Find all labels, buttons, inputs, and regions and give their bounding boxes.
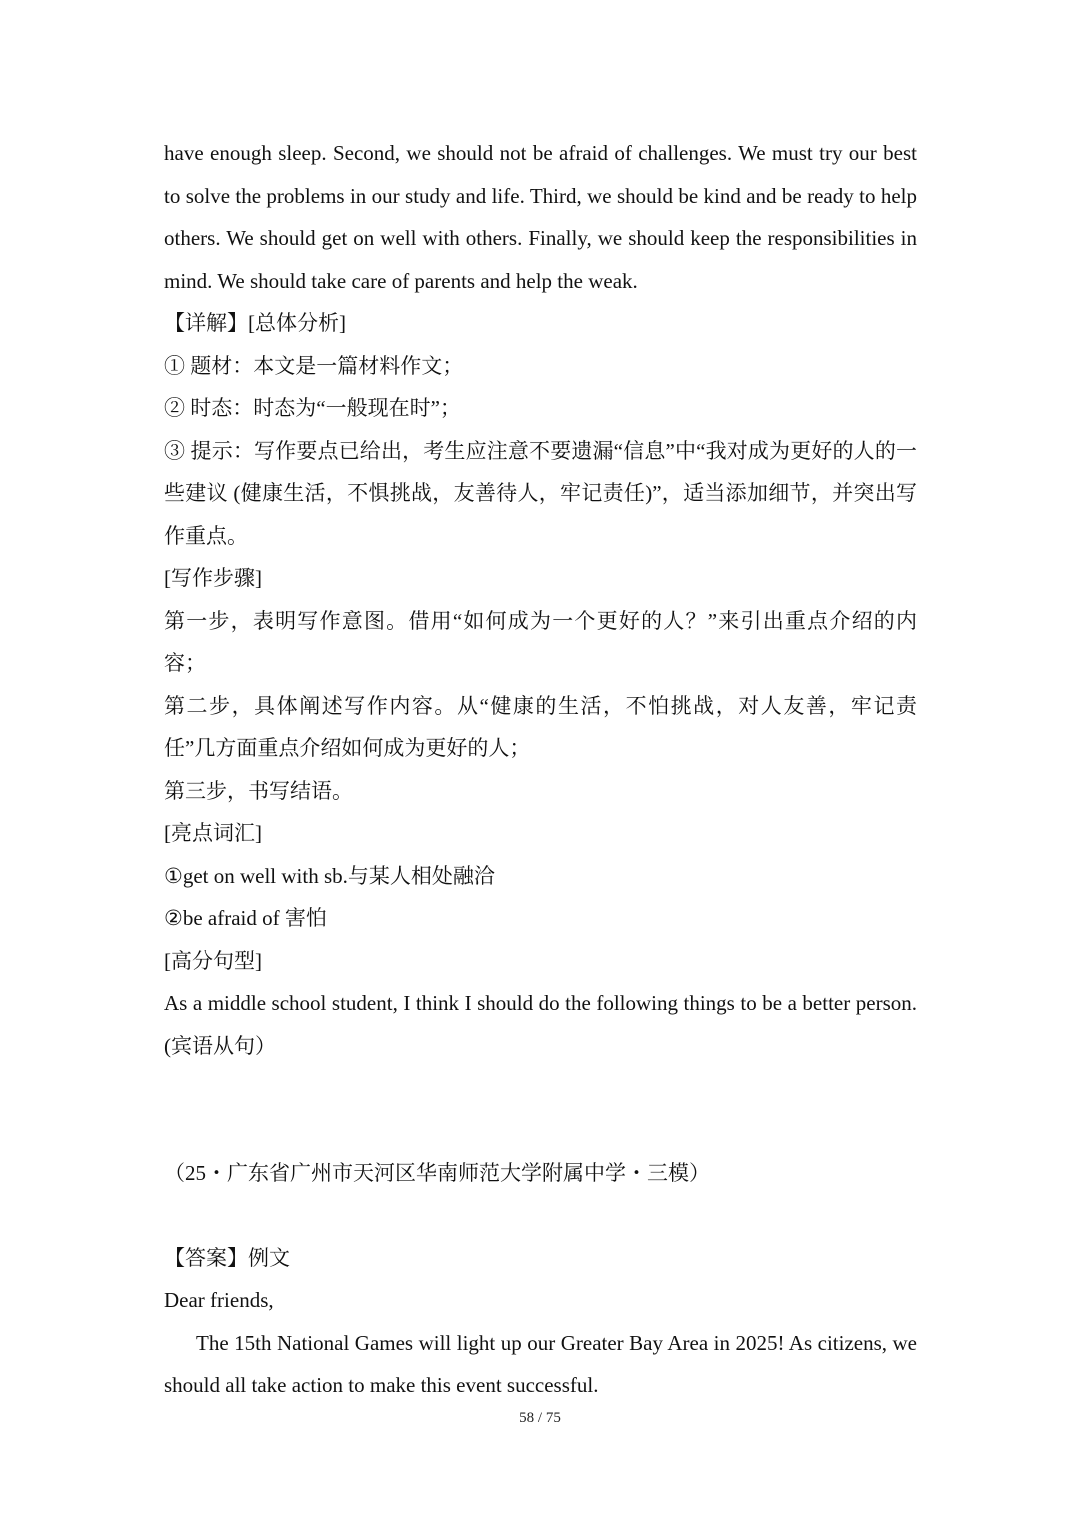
step-item: 第二步，具体阐述写作内容。从“健康的生活，不怕挑战，对人友善，牢记责任”几方面重点介绍如何成为更好的人； bbox=[164, 693, 917, 760]
source-line: （25・广东省广州市天河区华南师范大学附属中学・三模） bbox=[164, 1161, 710, 1185]
step-item: 第一步，表明写作意图。借用“如何成为一个更好的人？”来引出重点介绍的内容； bbox=[164, 608, 917, 675]
vocab-heading: [亮点词汇] bbox=[164, 821, 262, 845]
detail-heading: 【详解】[总体分析] bbox=[164, 311, 346, 335]
page-number: 58 / 75 bbox=[519, 1410, 561, 1426]
letter-greeting: Dear friends, bbox=[164, 1288, 274, 1312]
letter-body: The 15th National Games will light up our Greater Bay Area in 2025! As citizens, we should all take action to make this event successful. bbox=[164, 1330, 917, 1397]
sentence-heading: [高分句型] bbox=[164, 948, 262, 973]
section-gap bbox=[164, 1067, 917, 1152]
analysis-item: ③ 提示：写作要点已给出，考生应注意不要遗漏“信息”中“我对成为更好的人的一些建议 (健康生活，不惧挑战，友善待人，牢记责任)”，适当添加细节，并突出写作重点。 bbox=[164, 438, 917, 548]
steps-heading: [写作步骤] bbox=[164, 566, 262, 590]
vocab-item: ①get on well with sb.与某人相处融洽 bbox=[164, 863, 495, 888]
answer-heading: 【答案】例文 bbox=[164, 1245, 290, 1270]
vocab-item: ②be afraid of 害怕 bbox=[164, 906, 327, 930]
step-item: 第三步，书写结语。 bbox=[164, 778, 353, 803]
analysis-item: ① 题材：本文是一篇材料作文； bbox=[164, 353, 464, 378]
sentence-example: As a middle school student, I think I should do the following things to be a better person. (宾语从句） bbox=[164, 991, 917, 1058]
analysis-item: ② 时态：时态为“一般现在时”； bbox=[164, 396, 461, 420]
document-body bbox=[164, 132, 917, 1407]
section-gap bbox=[164, 1195, 917, 1237]
intro-paragraph: have enough sleep. Second, we should not be afraid of challenges. We must try our best to solve the problems in our study and life. Third, we should be kind and be ready to help others. We should get on well with others. Finally, we should keep the responsibilities in mind. We should take care of parents and help the weak. bbox=[164, 141, 917, 293]
